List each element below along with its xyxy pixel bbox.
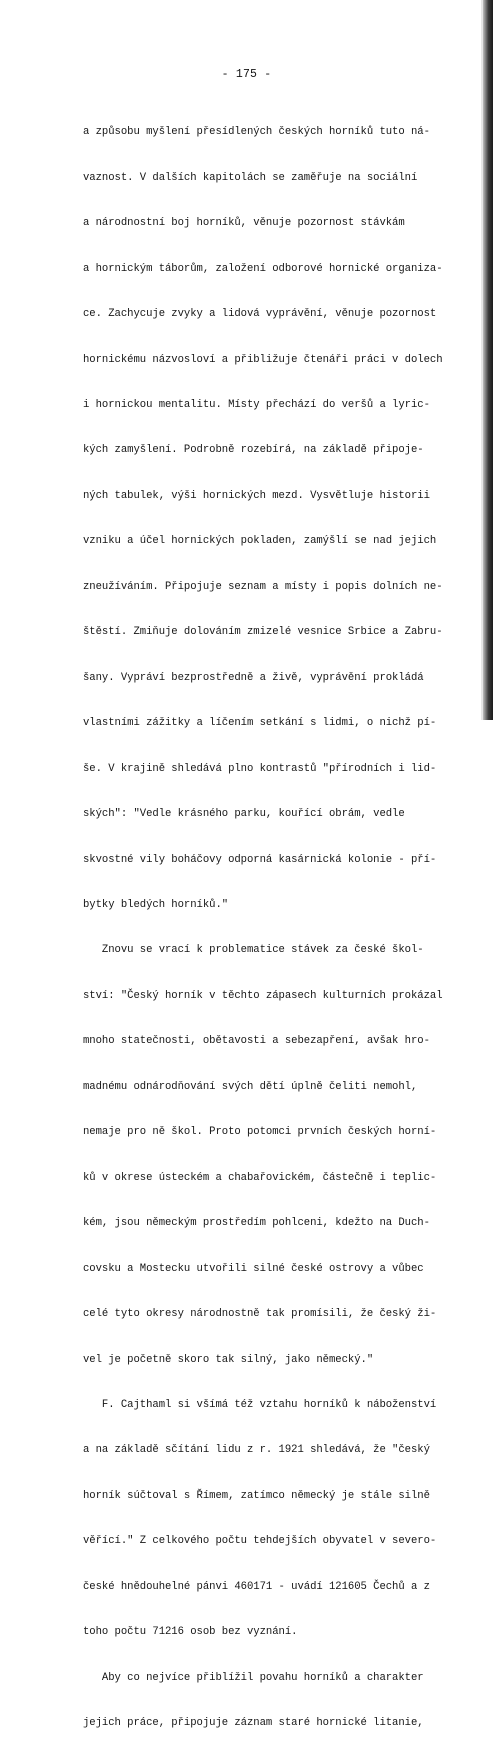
text-line: še. V krajině shledává plno kontrastů "přírodních i lid-: [83, 762, 437, 775]
text-line: a způsobu myšlení přesídlených českých horníků tuto ná-: [83, 126, 430, 139]
body-text: [83, 95, 453, 1762]
text-line: ských": "Vedle krásného parku, kouřící obrám, vedle: [83, 808, 405, 821]
text-line: vlastními zážitky a líčením setkání s lidmi, o nichž pí-: [83, 717, 437, 730]
text-line: věřící." Z celkového počtu tehdejších obyvatel v severo-: [83, 1535, 437, 1548]
text-line: F. Cajthaml si všímá též vztahu horníků k náboženství: [83, 1399, 437, 1411]
text-line: a na základě sčítání lidu z r. 1921 shledává, že "český: [83, 1444, 430, 1457]
text-line: jejich práce, připojuje záznam staré hornické litanie,: [83, 1717, 424, 1730]
text-line: vaznost. V dalších kapitolách se zaměřuje na sociální: [83, 171, 418, 184]
text-line: Znovu se vrací k problematice stávek za české škol-: [83, 944, 424, 957]
text-line: české hnědouhelné pánvi 460171 - uvádí 121605 Čechů a z: [83, 1580, 430, 1593]
page-number: - 175 -: [221, 68, 272, 81]
text-line: ství: "Český horník v těchto zápasech kulturních prokázal: [83, 989, 443, 1002]
text-line: a národnostní boj horníků, věnuje pozornost stávkám: [83, 217, 405, 230]
text-line: kých zamyšlení. Podrobně rozebírá, na základě připoje-: [83, 444, 424, 457]
text-line: šany. Vypráví bezprostředně a živě, vyprávění prokládá: [83, 671, 424, 684]
text-line: kém, jsou německým prostředím pohlceni, kdežto na Duch-: [83, 1217, 430, 1230]
text-line: skvostné vily boháčovy odporná kasárnická kolonie - pří-: [83, 853, 437, 866]
text-line: horník súčtoval s Římem, zatímco německý je stále silně: [83, 1489, 430, 1502]
page-edge-shadow: [483, 0, 493, 720]
text-line: covsku a Mostecku utvořili silné české ostrovy a vůbec: [83, 1262, 424, 1275]
text-line: celé tyto okresy národnostně tak promísili, že český ži-: [83, 1308, 437, 1321]
text-line: vel je početně skoro tak silný, jako německý.": [83, 1353, 374, 1366]
text-line: zneužíváním. Připojuje seznam a místy i popis dolních ne-: [83, 580, 443, 593]
text-line: ce. Zachycuje zvyky a lidová vyprávění, věnuje pozornost: [83, 308, 437, 321]
text-line: štěstí. Zmiňuje dolováním zmizelé vesnice Srbice a Zabru-: [83, 626, 443, 639]
text-line: madnému odnárodňování svých dětí úplně čeliti nemohl,: [83, 1080, 418, 1093]
text-line: Aby co nejvíce přiblížil povahu horníků a charakter: [83, 1671, 424, 1684]
text-line: bytky bledých horníků.": [83, 899, 229, 912]
text-line: nemaje pro ně škol. Proto potomci prvních českých horní-: [83, 1126, 437, 1139]
text-line: vzniku a účel hornických pokladen, zamýšlí se nad jejich: [83, 535, 437, 548]
text-line: hornickému názvosloví a přibližuje čtenáři práci v dolech: [83, 353, 443, 366]
text-line: ků v okrese ústeckém a chabařovickém, částečně i teplic-: [83, 1171, 437, 1184]
text-line: toho počtu 71216 osob bez vyznání.: [83, 1626, 298, 1639]
text-line: ných tabulek, výši hornických mezd. Vysvětluje historii: [83, 489, 430, 502]
text-line: i hornickou mentalitu. Místy přechází do veršů a lyric-: [83, 399, 430, 412]
text-line: mnoho statečnosti, obětavosti a sebezapření, avšak hro-: [83, 1035, 430, 1048]
text-line: a hornickým táborům, založení odborové hornické organiza-: [83, 262, 443, 275]
